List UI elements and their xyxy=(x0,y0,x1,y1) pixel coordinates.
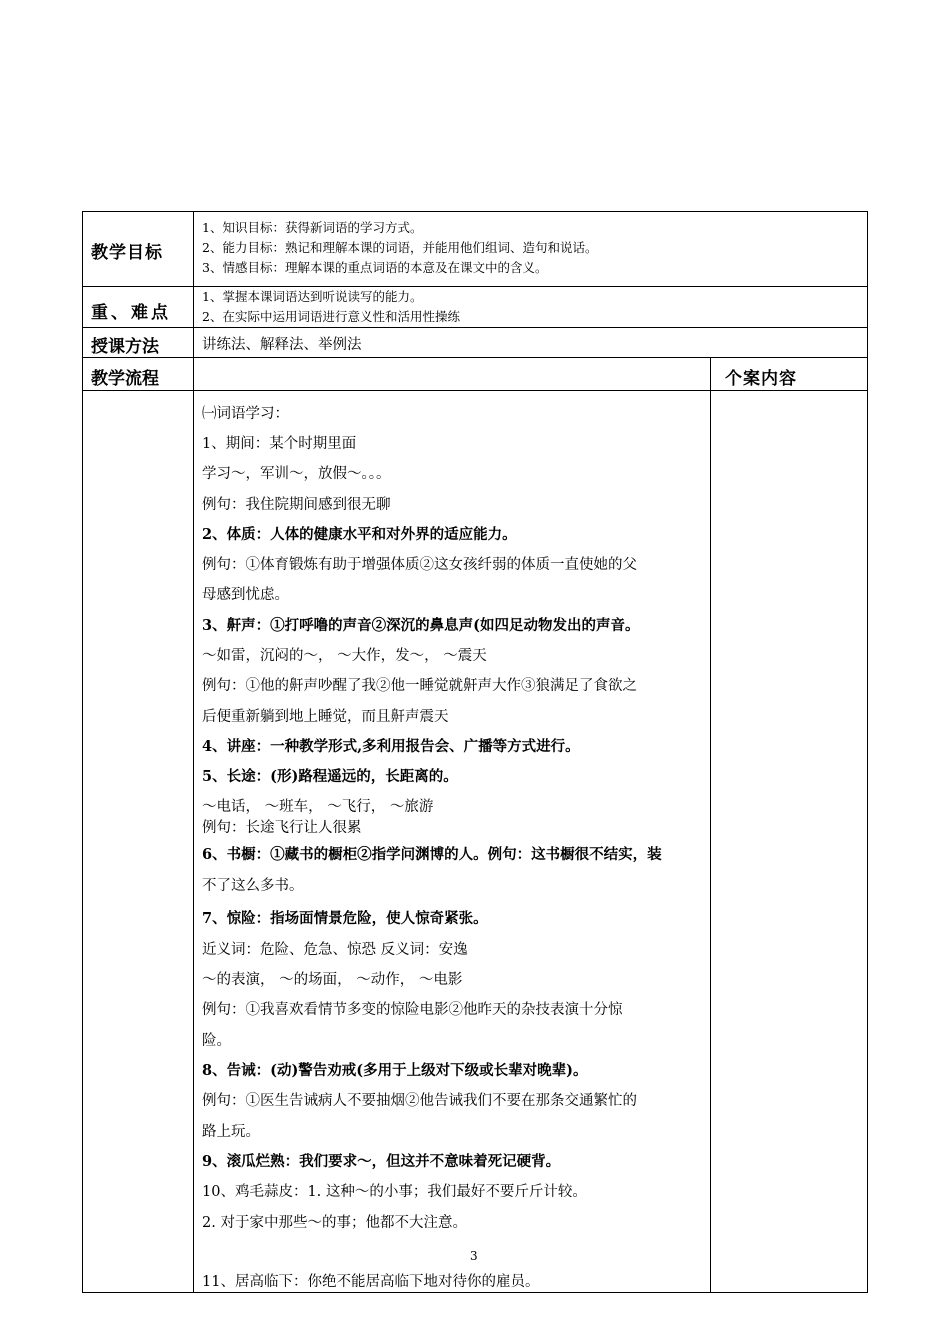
content-line: 例句：①体育锻炼有助于增强体质②这女孩纤弱的体质一直使她的父 xyxy=(202,557,637,573)
content-line: 母感到忧虑。 xyxy=(202,587,289,603)
content-line: 7、惊险：指场面情景危险，使人惊奇紧张。 xyxy=(202,910,488,927)
content-line: 9、滚瓜烂熟：我们要求～，但这并不意味着死记硬背。 xyxy=(202,1153,561,1170)
content-line: 险。 xyxy=(202,1033,231,1049)
content-line: 例句：①我喜欢看情节多变的惊险电影②他昨天的杂技表演十分惊 xyxy=(202,1002,623,1018)
key-point-item: 1、掌握本课词语达到听说读写的能力。 xyxy=(202,289,423,304)
content-line: ㈠词语学习： xyxy=(202,406,289,422)
content-line: 例句：①他的鼾声吵醒了我②他一睡觉就鼾声大作③狼满足了食欲之 xyxy=(202,678,637,694)
goals-label: 教学目标 xyxy=(91,243,163,263)
content-line: 5、长途：(形)路程遥远的，长距离的。 xyxy=(202,768,458,785)
key-points-content xyxy=(202,287,460,327)
row-divider xyxy=(83,390,867,391)
content-line: 后便重新躺到地上睡觉，而且鼾声震天 xyxy=(202,709,449,725)
content-line: ～电话， ～班车， ～飞行， ～旅游 xyxy=(202,799,434,815)
content-line: 11、居高临下：你绝不能居高临下地对待你的雇员。 xyxy=(202,1274,540,1290)
goal-item: 3、情感目标：理解本课的重点词语的本意及在课文中的含义。 xyxy=(202,260,548,275)
content-line: 8、告诫：(动)警告劝戒(多用于上级对下级或长辈对晚辈)。 xyxy=(202,1062,588,1079)
content-line: 路上玩。 xyxy=(202,1124,260,1140)
content-line: 例句：我住院期间感到很无聊 xyxy=(202,497,391,513)
content-line: 4、讲座：一种教学形式,多利用报告会、广播等方式进行。 xyxy=(202,738,580,755)
content-line: 2. 对于家中那些～的事；他都不大注意。 xyxy=(202,1215,467,1231)
content-line: 1、期间：某个时期里面 xyxy=(202,436,357,452)
row-divider xyxy=(83,286,867,287)
key-points-label: 重、难点 xyxy=(91,303,171,323)
lesson-plan-table xyxy=(82,211,868,1293)
method-label: 授课方法 xyxy=(91,337,159,357)
content-line: 不了这么多书。 xyxy=(202,878,304,894)
column-divider xyxy=(193,212,194,1292)
content-line: ～的表演， ～的场面， ～动作， ～电影 xyxy=(202,972,463,988)
content-line: 10、鸡毛蒜皮：1. 这种～的小事；我们最好不要斤斤计较。 xyxy=(202,1184,587,1200)
row-divider xyxy=(83,327,867,328)
page-number: 3 xyxy=(470,1249,478,1263)
row-divider xyxy=(83,357,867,358)
process-label: 教学流程 xyxy=(91,369,159,389)
content-line: 例句：长途飞行让人很累 xyxy=(202,820,362,836)
goal-item: 1、知识目标：获得新词语的学习方式。 xyxy=(202,220,423,235)
content-line: 例句：①医生告诫病人不要抽烟②他告诫我们不要在那条交通繁忙的 xyxy=(202,1093,637,1109)
content-line: 2、体质：人体的健康水平和对外界的适应能力。 xyxy=(202,526,517,543)
content-line: 近义词：危险、危急、惊恐 反义词：安逸 xyxy=(202,942,468,958)
case-content-label: 个案内容 xyxy=(725,369,797,389)
method-value: 讲练法、解释法、举例法 xyxy=(202,337,362,353)
goal-item: 2、能力目标：熟记和理解本课的词语，并能用他们组词、造句和说话。 xyxy=(202,240,598,255)
goals-content xyxy=(202,218,597,278)
key-point-item: 2、在实际中运用词语进行意义性和活用性操练 xyxy=(202,309,460,324)
content-line: ～如雷，沉闷的～， ～大作，发～， ～震天 xyxy=(202,648,487,664)
content-line: 3、鼾声：①打呼噜的声音②深沉的鼻息声(如四足动物发出的声音。 xyxy=(202,617,640,634)
content-line: 学习～，军训～，放假～。。。 xyxy=(202,466,391,482)
content-line: 6、书橱：①藏书的橱柜②指学问渊博的人。例句：这书橱很不结实，装 xyxy=(202,846,662,863)
